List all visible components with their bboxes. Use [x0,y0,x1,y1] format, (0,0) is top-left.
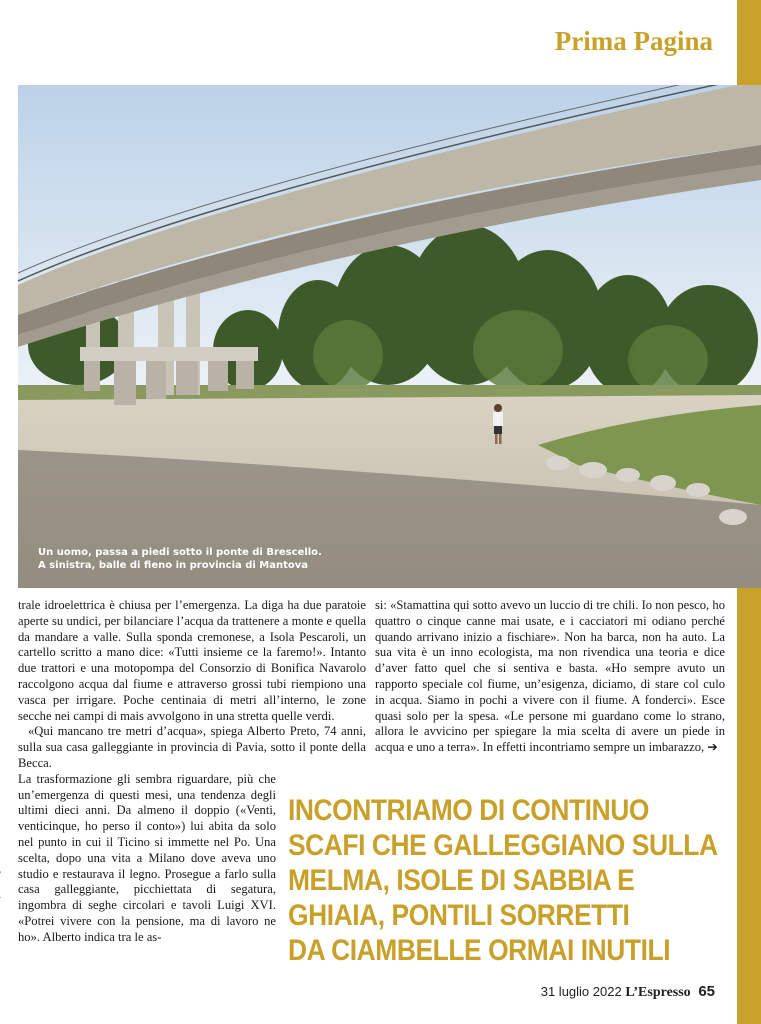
pull-quote-line: INCONTRIAMO DI CONTINUO [288,794,649,827]
pull-quote-line: MELMA, ISOLE DI SABBIA E [288,864,635,897]
caption-line-2: A sinistra, balle di fieno in provincia di Mantova [38,560,309,571]
caption-line-1: Un uomo, passa a piedi sotto il ponte di Brescello. [38,547,322,558]
article-paragraph: «Qui mancano tre metri d’acqua», spiega Alberto Preto, 74 anni, sulla sua casa galleggiante in provincia di Pavia, sotto il ponte della Becca. [18,724,366,770]
magazine-logo: L’Espresso [625,985,691,1000]
section-title: Prima Pagina [554,26,713,56]
photo-credit [0,862,1,930]
article-paragraph: La trasformazione gli sembra riguardare, più che un’emergenza di questi mesi, una tendenza degli ultimi dieci anni. Da almeno il doppio («Venti, venticinque, ho perso il conto») lui abita da solo nel punto in cui il Ticino si immette nel Po. Una scelta, dopo una vita a Milano dove aveva uno studio e restaurava il legno. Prosegue a farlo sulla casa galleggiante, picchiettata di segatura, ingombra di seghe circolari e tavoli Luigi XVI. «Potrei vivere con la pensione, ma di lavoro ne ho». Alberto indica tra le as- [18,771,276,944]
article-paragraph: si: «Stamattina qui sotto avevo un luccio di tre chili. Io non pesco, ho quattro o cinque canne mai usate, e i cacciatori mi odiano perché quando arrivano inizio a fischiare». Non ha barca, non ha auto. La sua vita è un inno ecologista, ma non rivendica una teoria e dice d’aver fatto quel che si sentiva e basta. «Ho sempre avuto un rapporto speciale col fiume, un’esigenza, diciamo, di stare col culo in acqua. Siamo in pochi a vivere con il fiume. A fonderci». Esce quasi solo per la spesa. «Le persone mi guardano come lo strano, allora le avvicino per spiegare la mia scelta di avere un piede in acqua e uno a terra». In effetti incontriamo sempre un imbarazzo, ➔ [375,598,725,755]
photo-caption [38,546,322,572]
accent-bar-bottom [737,588,761,1024]
main-photo [18,85,761,588]
article-paragraph: trale idroelettrica è chiusa per l’emergenza. La diga ha due paratoie aperte su undici, per bilanciare l’acqua da trattenere a monte e quella da mandare a valle. Sulla sponda cremonese, a Isola Pescaroli, un cartello scritto a mano dice: «Tutti insieme ce la faremo!». Intanto due trattori e una motopompa del Consorzio di Bonifica Navarolo raccolgono acqua dal fiume e attraverso grossi tubi riempiono una vasca per irrigare. Poche centinaia di metri all’interno, le zone secche nei campi di mais avvolgono in una stretta quelle verdi. [18,598,366,723]
page-number: 65 [698,983,715,1000]
pull-quote-line: GHIAIA, PONTILI SORRETTI [288,899,630,932]
issue-date: 31 luglio 2022 [540,984,622,999]
page-footer [541,983,715,1001]
article-column-2 [375,598,725,756]
pull-quote-line: SCAFI CHE GALLEGGIANO SULLA [288,829,718,862]
accent-bar-top [737,0,761,85]
pull-quote-line: DA CIAMBELLE ORMAI INUTILI [288,934,671,967]
pull-quote [288,793,718,968]
